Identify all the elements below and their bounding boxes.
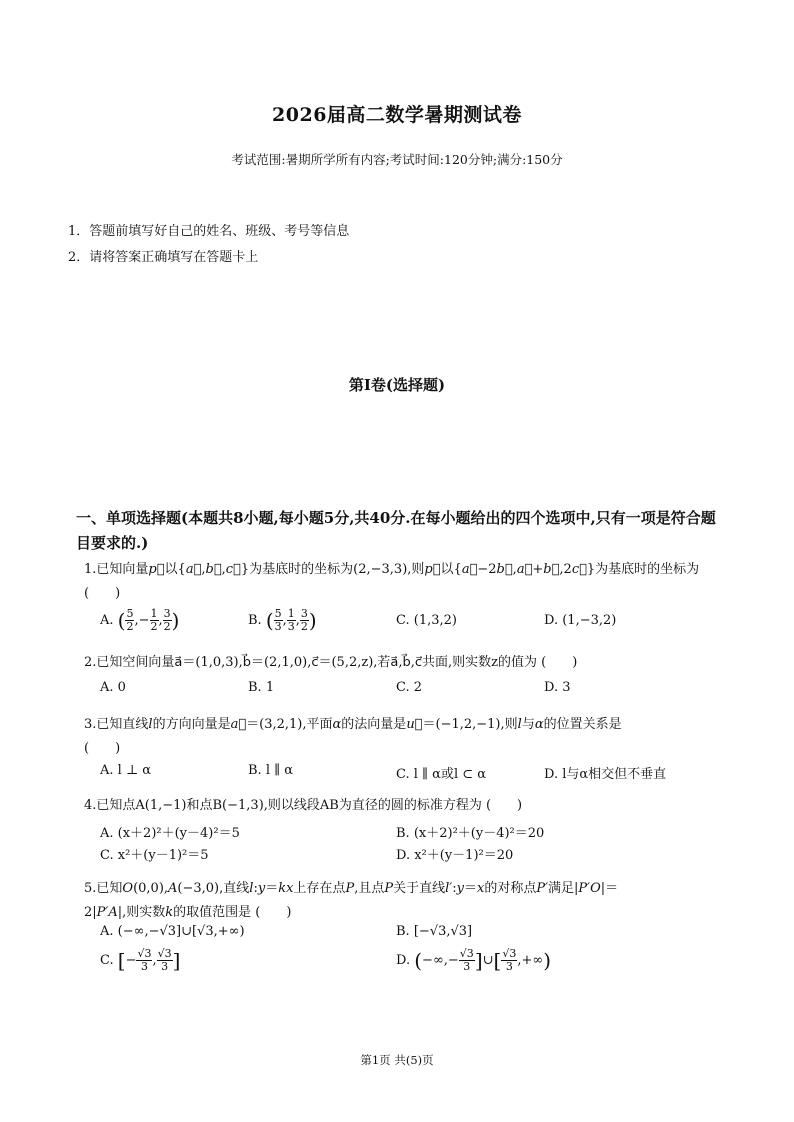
question-1-option-c: C. (1,3,2): [396, 613, 457, 628]
question-1-option-a: A. ( $\frac{5}{2}$ ,− $\frac{1}{2}$ , $\frac{3}{2}$ ): [100, 607, 180, 633]
question-4-stem: 4.已知点A(1,−1)和点B(−1,3),则以线段AB为直径的圆的标准方程为 ( ): [84, 798, 523, 813]
question-5-option-b: B. [−√3,√3]: [396, 924, 473, 939]
question-2-option-d: D. 3: [544, 680, 571, 695]
question-5-option-d: D. (−∞,− $\frac{√3}{3}$ ]∪[ $\frac{√3}{3}$ ,+∞): [396, 947, 552, 973]
question-3-option-c: C. l ∥ α或l ⊂ α: [396, 767, 487, 782]
question-2-stem: 2.已知空间向量a⃗＝(1,0,3),b⃗＝(2,1,0),c⃗＝(5,2,z),若a⃗,b⃗,c⃗共面,则实数z的值为 ( ): [84, 655, 578, 670]
question-4-option-d: D. x²＋(y－1)²＝20: [396, 848, 514, 863]
question-3-option-a: A. l ⊥ α: [100, 763, 152, 778]
exam-subtitle: 考试范围:暑期所学所有内容;考试时间:120分钟;满分:150分: [231, 152, 563, 167]
question-3-option-b: B. l ∥ α: [248, 763, 294, 778]
question-1-option-b: B. ( $\frac{5}{3}$ , $\frac{1}{3}$ , $\frac{3}{2}$ ): [248, 607, 317, 633]
exam-title: 2026届高二数学暑期测试卷: [272, 104, 522, 126]
question-4-option-a: A. (x＋2)²＋(y－4)²＝5: [100, 826, 240, 841]
question-1-option-d: D. (1,−3,2): [544, 613, 617, 628]
question-4-option-c: C. x²＋(y－1)²＝5: [100, 848, 209, 863]
question-3-option-d: D. l与α相交但不垂直: [544, 767, 667, 782]
question-5-option-c: C. [− $\frac{√3}{3}$ , $\frac{√3}{3}$ ]: [100, 947, 181, 973]
question-2-option-a: A. 0: [100, 680, 126, 695]
question-1-stem: 1.已知向量p⃗以{a⃗,b⃗,c⃗}为基底时的坐标为(2,−3,3),则p⃗以{a⃗−2b⃗,a⃗+b⃗,2c⃗}为基底时的坐标为 ( ): [84, 562, 700, 601]
page-footer: 第1页 共(5)页: [360, 1053, 434, 1067]
notice-item-2: 2．请将答案正确填写在答题卡上: [68, 250, 259, 265]
volume-title: 第Ⅰ卷(选择题): [348, 376, 446, 394]
notice-item-1: 1．答题前填写好自己的姓名、班级、考号等信息: [68, 224, 350, 239]
section-title: 一、单项选择题(本题共8小题,每小题5分,共40分.在每小题给出的四个选项中,只有一项是符合题目要求的.): [76, 509, 716, 552]
question-2-option-c: C. 2: [396, 680, 423, 695]
question-2-option-b: B. 1: [248, 680, 275, 695]
question-5-stem: 5.已知O(0,0),A(−3,0),直线l:y＝kx上存在点P,且点P关于直线l′:y＝x的对称点P′满足|P′O|＝ 2|P′A|,则实数k的取值范围是 ( ): [84, 881, 619, 920]
question-5-option-a: A. (−∞,−√3]∪[√3,+∞): [100, 924, 245, 939]
question-3-stem: 3.已知直线l的方向向量是a⃗＝(3,2,1),平面α的法向量是u⃗＝(−1,2,−1),则l与α的位置关系是 ( ): [84, 717, 622, 756]
question-4-option-b: B. (x＋2)²＋(y－4)²＝20: [396, 826, 545, 841]
